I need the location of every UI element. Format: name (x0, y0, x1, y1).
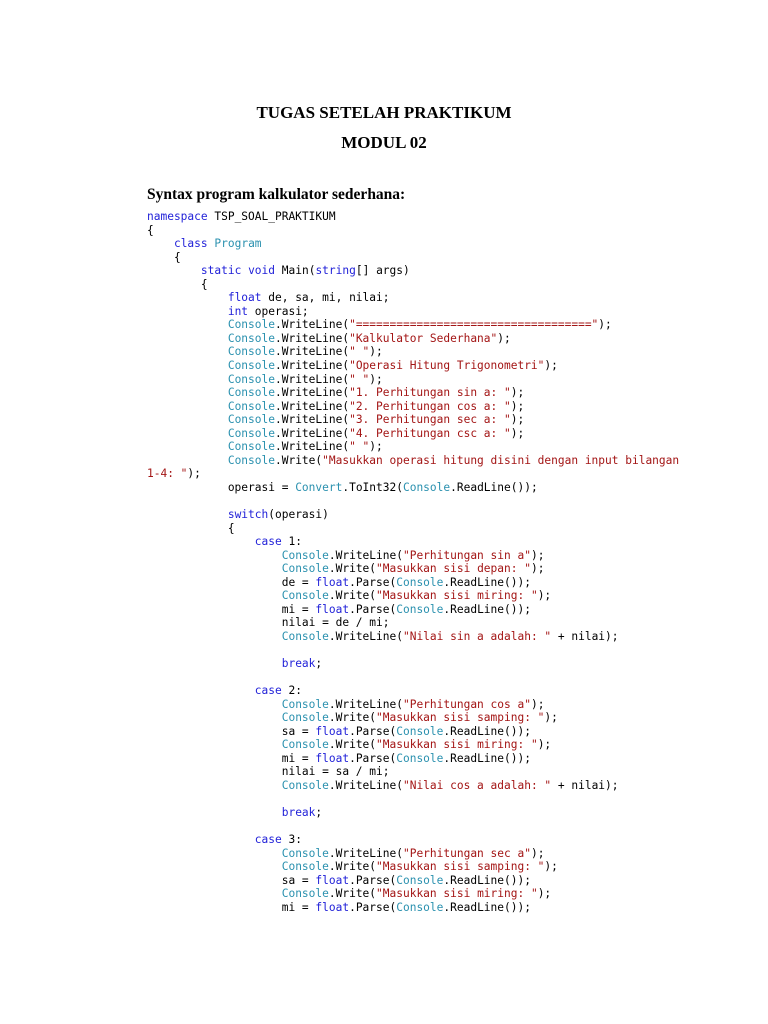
code-line (147, 481, 679, 495)
code-line (147, 494, 679, 508)
code-line (147, 210, 679, 224)
code-token (147, 305, 228, 318)
code-line (147, 698, 679, 712)
code-token: .Write( (328, 711, 377, 725)
code-line (147, 318, 679, 332)
code-token: .WriteLine( (274, 440, 350, 454)
code-token: namespace (147, 210, 208, 223)
code-line (147, 765, 679, 779)
code-token: Console (281, 846, 329, 860)
code-token: + nilai); (551, 778, 619, 792)
code-token: .Parse( (349, 575, 397, 589)
code-token (147, 508, 228, 521)
code-token (147, 847, 282, 860)
code-token: ); (369, 345, 383, 359)
code-token: ); (544, 860, 558, 874)
code-token: Console (396, 751, 444, 765)
code-token: int (227, 304, 249, 318)
code-token: case (254, 833, 282, 847)
code-token: Console (227, 413, 275, 427)
code-line (147, 860, 679, 874)
code-token: { (147, 223, 154, 237)
code-token: ); (537, 887, 552, 901)
code-token: ); (187, 467, 201, 481)
code-token: void (248, 264, 276, 278)
code-token: ); (544, 359, 558, 373)
code-token: Console (227, 345, 275, 359)
code-token (147, 264, 201, 277)
code-token: Console (281, 697, 329, 711)
code-token: .Write( (328, 562, 377, 576)
code-token: operasi = (147, 480, 296, 494)
code-token: .WriteLine( (274, 426, 350, 440)
code-token: .WriteLine( (274, 331, 350, 345)
code-token: "4. Perhitungan csc a: " (349, 426, 511, 440)
code-line (147, 413, 679, 427)
code-token: .ToInt32( (342, 480, 403, 494)
code-token: .ReadLine()); (443, 602, 531, 616)
code-token: 2: (281, 684, 302, 698)
code-line (147, 657, 679, 671)
code-token (147, 359, 228, 372)
code-token (147, 332, 228, 345)
code-line (147, 400, 679, 414)
code-token: break (281, 806, 316, 820)
code-token: break (281, 657, 316, 671)
code-token: ); (530, 562, 545, 576)
code-line (147, 684, 679, 698)
code-line (147, 251, 679, 265)
code-token: "Masukkan sisi miring: " (376, 738, 538, 752)
code-token (147, 237, 174, 250)
code-line (147, 278, 679, 292)
code-token: Console (227, 440, 275, 454)
code-token: Console (396, 602, 444, 616)
code-token: ); (530, 548, 545, 562)
code-token: de, sa, mi, nilai; (261, 291, 390, 305)
code-token: ); (510, 426, 525, 440)
code-token: + nilai); (551, 629, 619, 643)
code-token: string (315, 264, 356, 278)
code-token: case (254, 684, 282, 698)
code-token: 1-4: " (147, 467, 188, 481)
code-token: "1. Perhitungan sin a: " (349, 386, 511, 400)
code-token: "Masukkan sisi depan: " (376, 562, 531, 576)
code-token: Console (281, 589, 329, 603)
code-token: ); (530, 697, 545, 711)
code-token: ); (537, 589, 552, 603)
code-token: "Masukkan sisi samping: " (376, 711, 545, 725)
code-token: { (147, 277, 208, 291)
code-token: case (254, 535, 282, 549)
code-line (147, 345, 679, 359)
code-line (147, 454, 679, 468)
code-token: float (315, 724, 350, 738)
code-token: float (315, 575, 350, 589)
document-title: TUGAS SETELAH PRAKTIKUM (256, 103, 512, 122)
code-token (147, 711, 282, 724)
code-token: de = (147, 575, 316, 589)
code-line (147, 752, 679, 766)
code-token: mi = (147, 751, 316, 765)
code-token: ); (369, 440, 383, 454)
code-line (147, 630, 679, 644)
code-line (147, 589, 679, 603)
code-line (147, 874, 679, 888)
code-token: { (147, 250, 181, 264)
code-line (147, 359, 679, 373)
code-token: Console (281, 778, 329, 792)
code-line (147, 644, 679, 658)
code-token: " " (349, 345, 370, 359)
code-token: .ReadLine()); (443, 873, 531, 887)
code-token (147, 427, 228, 440)
code-token: ); (510, 399, 525, 413)
code-token (147, 535, 255, 548)
code-line (147, 725, 679, 739)
code-token: Console (402, 480, 451, 494)
code-token: ); (510, 413, 525, 427)
code-token (147, 860, 282, 873)
code-token: .WriteLine( (274, 359, 350, 373)
code-line (147, 373, 679, 387)
code-line (147, 779, 679, 793)
code-token: 1: (281, 535, 302, 549)
code-line (147, 806, 679, 820)
code-token: sa = (147, 873, 316, 887)
code-token: .Write( (328, 887, 377, 901)
code-token: Console (281, 738, 329, 752)
code-token: .Parse( (349, 751, 397, 765)
code-token: mi = (147, 900, 316, 914)
code-line (147, 440, 679, 454)
code-token: " " (349, 440, 370, 454)
code-token: .WriteLine( (274, 345, 350, 359)
code-line (147, 386, 679, 400)
code-token: 3: (281, 833, 302, 847)
code-token: nilai = de / mi; (147, 616, 390, 630)
code-token: Console (227, 318, 275, 332)
code-token: (operasi) (268, 508, 329, 522)
code-token (147, 440, 228, 453)
code-token: .ReadLine()); (443, 900, 531, 914)
code-token: .ReadLine()); (443, 724, 531, 738)
document-module-title: MODUL 02 (341, 133, 427, 152)
code-token (147, 887, 282, 900)
code-line (147, 427, 679, 441)
code-token: .ReadLine()); (443, 575, 531, 589)
code-token: Console (227, 426, 275, 440)
code-line (147, 820, 679, 834)
code-token: Console (227, 331, 275, 345)
code-line (147, 549, 679, 563)
code-token: float (315, 751, 350, 765)
code-block (147, 210, 679, 914)
code-token: .Write( (328, 589, 377, 603)
code-token: Console (227, 453, 275, 467)
code-token (147, 373, 228, 386)
code-token (147, 698, 282, 711)
code-token: float (315, 900, 350, 914)
code-token: .Parse( (349, 900, 397, 914)
code-token: .ReadLine()); (443, 751, 531, 765)
code-token: nilai = sa / mi; (147, 765, 390, 779)
code-token: class (173, 237, 208, 251)
code-token: "3. Perhitungan sec a: " (349, 413, 511, 427)
code-line (147, 576, 679, 590)
code-token: ); (369, 372, 383, 386)
code-token (147, 318, 228, 331)
code-token: mi = (147, 602, 316, 616)
code-token: .WriteLine( (328, 548, 403, 562)
code-token: "Perhitungan sec a" (402, 846, 531, 860)
code-token (147, 589, 282, 602)
code-token: "Kalkulator Sederhana" (349, 331, 498, 345)
code-line (147, 467, 679, 481)
code-token: "Perhitungan cos a" (402, 697, 531, 711)
code-token: " " (349, 372, 370, 386)
code-line (147, 562, 679, 576)
code-token (147, 291, 228, 304)
code-token: ); (598, 318, 612, 332)
code-token: switch (227, 508, 269, 522)
code-line (147, 332, 679, 346)
code-token (147, 549, 282, 562)
code-line (147, 901, 679, 915)
code-token: "===================================" (349, 318, 599, 332)
code-token: { (147, 521, 235, 535)
code-token: Console (281, 887, 329, 901)
code-line (147, 305, 679, 319)
code-token: float (227, 291, 262, 305)
code-token: .WriteLine( (328, 697, 403, 711)
code-token (147, 684, 255, 697)
code-token: Console (281, 548, 329, 562)
code-line (147, 738, 679, 752)
code-token: "Masukkan sisi samping: " (376, 860, 545, 874)
code-token: Console (227, 372, 275, 386)
code-token: "Masukkan sisi miring: " (376, 589, 538, 603)
code-token: .WriteLine( (274, 318, 350, 332)
code-token: operasi; (248, 304, 309, 318)
code-token: Console (281, 860, 329, 874)
code-line (147, 224, 679, 238)
code-token: .WriteLine( (274, 372, 350, 386)
code-line (147, 671, 679, 685)
code-token: Main( (275, 264, 316, 278)
code-token: "Perhitungan sin a" (402, 548, 531, 562)
code-line (147, 291, 679, 305)
code-token: Console (396, 575, 444, 589)
code-token (147, 630, 282, 643)
code-token (147, 454, 228, 467)
section-heading: Syntax program kalkulator sederhana: (147, 186, 406, 203)
code-token: .WriteLine( (328, 629, 403, 643)
code-token: .WriteLine( (274, 386, 350, 400)
code-token: Console (281, 711, 329, 725)
code-token (147, 833, 255, 846)
code-token: .Parse( (349, 602, 397, 616)
code-token: Console (396, 873, 444, 887)
code-token (147, 779, 282, 792)
code-token: .ReadLine()); (450, 480, 538, 494)
code-token: static (200, 264, 242, 278)
code-token: float (315, 873, 350, 887)
code-token (147, 738, 282, 751)
code-token: "Nilai cos a adalah: " (402, 778, 552, 792)
code-token: ; (315, 657, 323, 671)
code-token: Console (281, 629, 329, 643)
code-token (147, 400, 228, 413)
code-token (147, 806, 282, 819)
code-token: ); (537, 738, 552, 752)
code-token: .Parse( (349, 873, 397, 887)
code-token: Console (227, 359, 275, 373)
code-token: "Masukkan sisi miring: " (376, 887, 538, 901)
code-token: ; (315, 806, 323, 820)
code-token: TSP_SOAL_PRAKTIKUM (207, 210, 336, 223)
code-token: Console (227, 386, 275, 400)
code-token: float (315, 602, 350, 616)
code-token: "Masukkan operasi hitung disini dengan input bilangan (322, 453, 680, 467)
code-token: ); (544, 711, 558, 725)
code-token: ); (530, 846, 545, 860)
code-line (147, 847, 679, 861)
code-token (147, 345, 228, 358)
code-token (147, 413, 228, 426)
code-token: .WriteLine( (274, 399, 350, 413)
code-token (147, 657, 282, 670)
code-line (147, 522, 679, 536)
code-token: Console (227, 399, 275, 413)
code-token: Console (396, 900, 444, 914)
code-token (147, 562, 282, 575)
code-token: .Write( (328, 738, 377, 752)
code-line (147, 711, 679, 725)
code-line (147, 535, 679, 549)
code-token (147, 386, 228, 399)
code-line (147, 264, 679, 278)
code-token: Convert (295, 480, 343, 494)
code-line (147, 616, 679, 630)
code-token: "Nilai sin a adalah: " (402, 629, 552, 643)
code-token: .WriteLine( (328, 846, 403, 860)
code-token: ); (510, 386, 525, 400)
code-token: sa = (147, 724, 316, 738)
code-token: "2. Perhitungan cos a: " (349, 399, 511, 413)
code-token: "Operasi Hitung Trigonometri" (349, 359, 545, 373)
code-line (147, 237, 679, 251)
code-token: [] args) (355, 264, 410, 278)
code-token: .Parse( (349, 724, 397, 738)
code-line (147, 508, 679, 522)
code-token: Program (214, 237, 262, 251)
code-token: Console (281, 562, 329, 576)
code-line (147, 603, 679, 617)
code-line (147, 887, 679, 901)
code-token: .WriteLine( (328, 778, 403, 792)
code-token: ); (497, 331, 511, 345)
code-token: .Write( (328, 860, 377, 874)
code-token: Console (396, 724, 444, 738)
code-token: .Write( (274, 453, 323, 467)
code-line (147, 793, 679, 807)
code-line (147, 833, 679, 847)
code-token: .WriteLine( (274, 413, 350, 427)
